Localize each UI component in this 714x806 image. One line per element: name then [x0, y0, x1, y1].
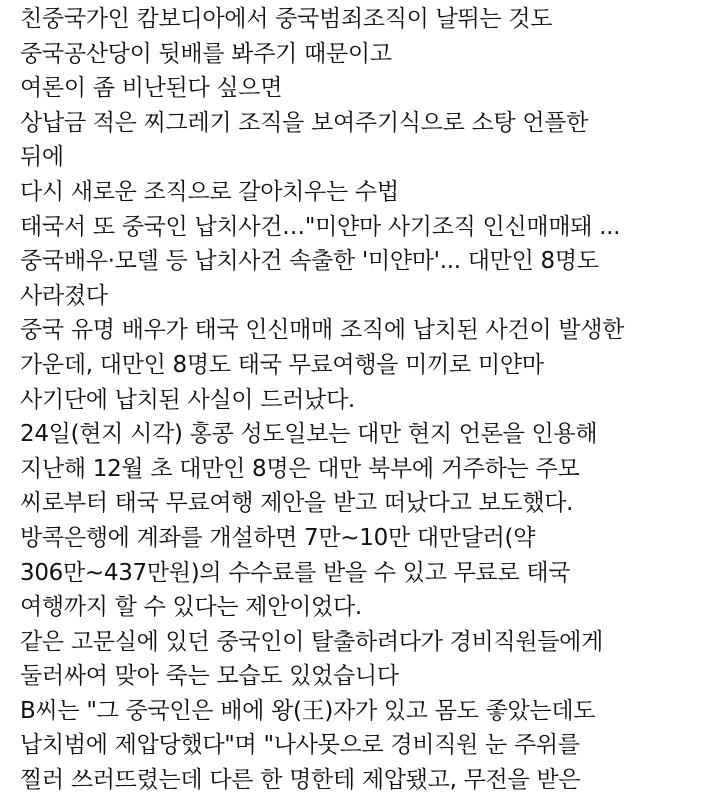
- text-line: 306만~437만원)의 수수료를 받을 수 있고 무료로 태국: [20, 559, 571, 586]
- text-line: 여론이 좀 비난된다 싶으면: [20, 75, 283, 102]
- text-line: 여행까지 할 수 있다는 제안이었다.: [20, 594, 362, 621]
- text-line: 상납금 적은 찌그레기 조직을 보여주기식으로 소탕 언플한: [20, 109, 589, 136]
- text-line: 중국공산당이 뒷배를 봐주기 때문이고: [20, 40, 392, 67]
- text-line: 중국 유명 배우가 태국 인신매매 조직에 납치된 사건이 발생한: [20, 317, 625, 344]
- text-line: 찔러 쓰러뜨렸는데 다른 한 명한테 제압됐고, 무전을 받은: [20, 767, 581, 794]
- text-line: 사기단에 납치된 사실이 드러났다.: [20, 386, 355, 413]
- text-line: B씨는 "그 중국인은 배에 왕(王)자가 있고 몸도 좋았는데도: [20, 697, 596, 724]
- text-line: 다시 새로운 조직으로 갈아치우는 수법: [20, 178, 399, 205]
- text-line: 씨로부터 태국 무료여행 제안을 받고 떠났다고 보도했다.: [20, 490, 574, 517]
- text-line: 가운데, 대만인 8명도 태국 무료여행을 미끼로 미얀마: [20, 351, 544, 378]
- text-line: 방콕은행에 계좌를 개설하면 7만~10만 대만달러(약: [20, 524, 536, 551]
- text-line: 같은 고문실에 있던 중국인이 탈출하려다가 경비직원들에게: [20, 628, 604, 655]
- text-line: 뒤에: [20, 144, 64, 171]
- text-line: 납치범에 제압당했다"며 "나사못으로 경비직원 눈 주위를: [20, 732, 580, 759]
- text-line: 지난해 12월 초 대만인 8명은 대만 북부에 거주하는 주모: [20, 455, 580, 482]
- article-text: [20, 2, 710, 798]
- text-line: 둘러싸여 맞아 죽는 모습도 있었습니다: [20, 663, 399, 690]
- text-line: 친중국가인 캄보디아에서 중국범죄조직이 날뛰는 것도: [20, 6, 553, 32]
- headline-line: 중국배우·모델 등 납치사건 속출한 '미얀마'... 대만인 8명도: [20, 248, 599, 275]
- headline-line: 사라졌다: [20, 282, 108, 309]
- text-line: 24일(현지 시각) 홍콩 성도일보는 대만 현지 언론을 인용해: [20, 421, 598, 448]
- headline-line: 태국서 또 중국인 납치사건…"미얀마 사기조직 인신매매돼 ...: [20, 213, 621, 240]
